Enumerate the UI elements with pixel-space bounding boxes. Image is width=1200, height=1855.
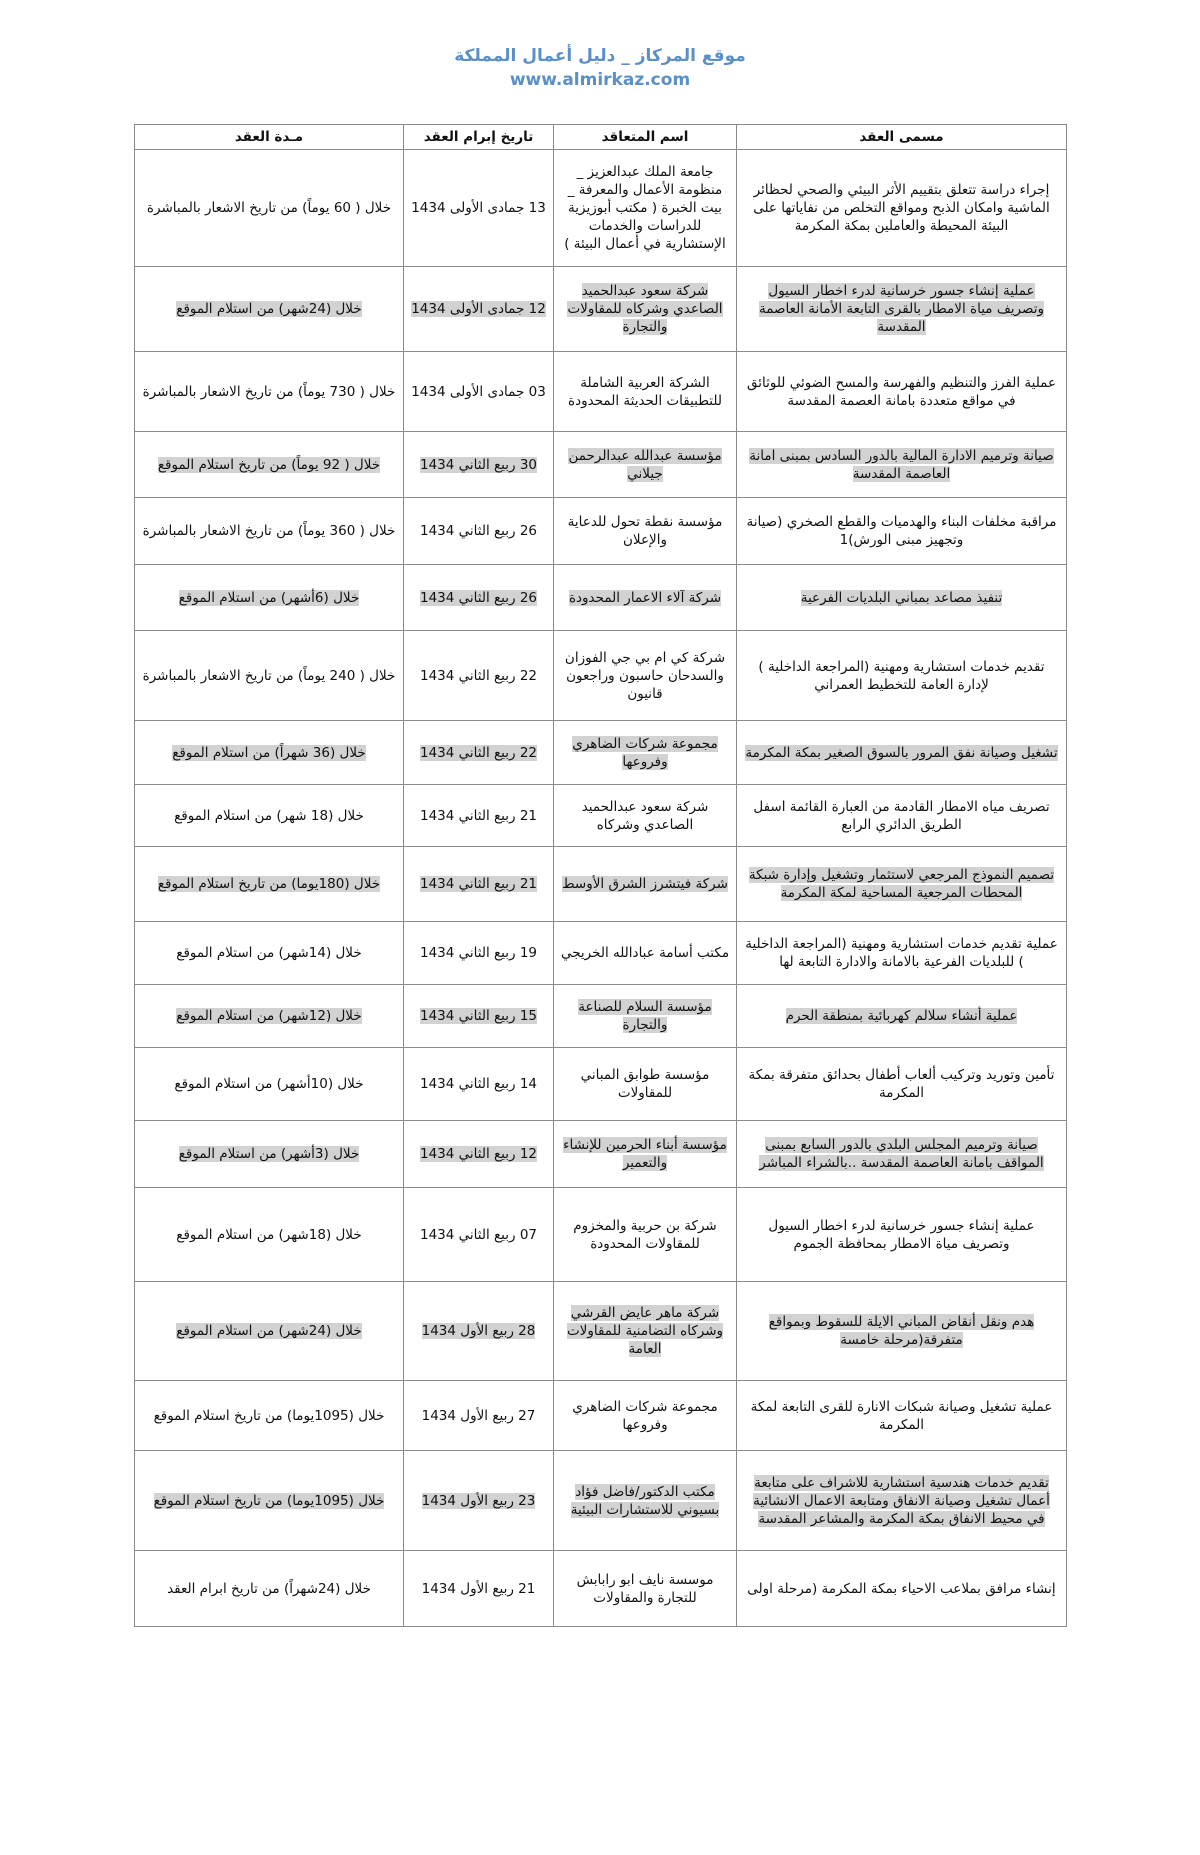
contract-cell-text: عملية الفرز والتنظيم والفهرسة والمسح الضوئي للوثائق في مواقع متعددة بامانة العصمة المقدسة — [746, 374, 1057, 409]
contractor-cell-text: شركة بن حربية والمخزوم للمقاولات المحدودة — [573, 1217, 717, 1252]
contract-cell-text: تشغيل وصيانة نفق المرور بالسوق الصغير بمكة المكرمة — [745, 744, 1058, 761]
contractor-cell — [554, 565, 737, 631]
date-cell-text: 12 جمادى الأولى 1434 — [411, 301, 546, 317]
date-cell — [404, 150, 554, 267]
duration-cell-text: خلال (180يوما) من تاريخ استلام الموقع — [157, 876, 381, 892]
contract-cell — [737, 985, 1067, 1048]
date-cell — [404, 721, 554, 785]
date-cell — [404, 785, 554, 847]
table-row — [135, 267, 1067, 352]
contracts-table — [134, 124, 1067, 1627]
contractor-cell-text: مؤسسة نقطة تحول للدعاية والإعلان — [567, 514, 723, 548]
date-cell-text: 03 جمادى الأولى 1434 — [411, 383, 546, 400]
contractor-cell-text: شركة كي ام بي جي الفوزان والسدحان حاسبون وراجعون قانيون — [564, 649, 726, 702]
contractor-cell — [554, 1282, 737, 1381]
contract-cell — [737, 1381, 1067, 1451]
date-cell-text: 15 ربيع الثاني 1434 — [419, 1008, 538, 1024]
date-cell-text: 13 جمادى الأولى 1434 — [411, 200, 546, 216]
table-row — [135, 631, 1067, 721]
date-cell — [404, 1551, 554, 1627]
site-url[interactable]: www.almirkaz.com — [509, 70, 691, 90]
contractor-cell-text: مجموعة شركات الضاهري وفروعها — [572, 735, 718, 770]
table-row — [135, 352, 1067, 432]
duration-cell-text: خلال (14شهر) من استلام الموقع — [176, 945, 362, 961]
contractor-cell — [554, 785, 737, 847]
contract-cell-text: هدم ونقل أنقاض المباني الايلة للسقوط وبمواقع متفرقة(مرحلة خامسة — [768, 1314, 1035, 1348]
date-cell — [404, 631, 554, 721]
contractor-cell-text: موسسة نايف ابو رابابش للتجارة والمقاولات — [576, 1571, 714, 1606]
date-cell-text: 22 ربيع الثاني 1434 — [419, 667, 538, 684]
contractor-cell-text: مكتب أسامة عبادالله الخريجي — [560, 945, 730, 961]
contract-cell-text: إنشاء مرافق بملاعب الاحياء بمكة المكرمة (مرحلة اولى — [747, 1580, 1056, 1597]
contractor-cell — [554, 631, 737, 721]
contract-cell-text: تنفيذ مصاعد بمباني البلديات الفرعية — [800, 589, 1003, 606]
duration-cell — [135, 1451, 404, 1551]
duration-cell-text: خلال ( 360 يوماً) من تاريخ الاشعار بالمباشرة — [142, 523, 396, 539]
duration-cell — [135, 1381, 404, 1451]
contract-cell — [737, 785, 1067, 847]
contract-cell-text: عملية إنشاء جسور خرسانية لدرء اخطار السيول وتصريف مياة الامطار بالقرى التابعة الأمانة العاصمة المقدسة — [759, 283, 1044, 335]
table-row — [135, 847, 1067, 922]
duration-cell — [135, 565, 404, 631]
date-cell — [404, 1188, 554, 1282]
table-row — [135, 721, 1067, 785]
contract-cell-text: صيانة وترميم المجلس البلدي بالدور السابع بمبنى المواقف بامانة العاصمة المقدسة ..بالشراء المباشر — [759, 1137, 1044, 1171]
duration-cell-text: خلال (24شهر) من استلام الموقع — [176, 301, 362, 317]
contract-cell — [737, 631, 1067, 721]
date-cell-text: 28 ربيع الأول 1434 — [421, 1323, 536, 1339]
contractor-cell — [554, 1188, 737, 1282]
contractor-cell-text: مجموعة شركات الضاهري وفروعها — [572, 1398, 718, 1433]
date-cell — [404, 1451, 554, 1551]
table-row — [135, 1451, 1067, 1551]
duration-cell — [135, 498, 404, 565]
contractor-cell — [554, 352, 737, 432]
contractor-cell-text: شركة سعود عبدالحميد الصاعدي وشركاه للمقاولات والتجارة — [567, 283, 723, 335]
contract-cell — [737, 847, 1067, 922]
contractor-cell-text: شركة سعود عبدالحميد الصاعدي وشركاه — [581, 798, 709, 833]
date-cell — [404, 985, 554, 1048]
contractor-cell — [554, 1381, 737, 1451]
duration-cell — [135, 1048, 404, 1121]
contractor-cell — [554, 1121, 737, 1188]
contractor-cell-text: مؤسسة طوابق المباني للمقاولات — [580, 1067, 710, 1101]
duration-cell — [135, 267, 404, 352]
duration-cell-text: خلال (1095يوما) من تاريخ استلام الموقع — [153, 1407, 385, 1424]
table-row — [135, 498, 1067, 565]
contract-cell — [737, 432, 1067, 498]
date-cell — [404, 1048, 554, 1121]
contract-cell — [737, 721, 1067, 785]
table-row — [135, 150, 1067, 267]
duration-cell — [135, 721, 404, 785]
date-cell — [404, 267, 554, 352]
date-cell-text: 07 ربيع الثاني 1434 — [419, 1226, 538, 1243]
contract-cell-text: عملية أنشاء سلالم كهربائية بمنطقة الحرم — [785, 1008, 1018, 1024]
contract-cell — [737, 1551, 1067, 1627]
date-cell-text: 19 ربيع الثاني 1434 — [419, 945, 538, 961]
duration-cell — [135, 150, 404, 267]
contract-cell-text: عملية تشغيل وصيانة شبكات الانارة للقرى التابعة لمكة المكرمة — [750, 1398, 1053, 1433]
date-cell-text: 30 ربيع الثاني 1434 — [419, 456, 538, 473]
contract-cell-text: تصريف مياه الامطار القادمة من العبارة القائمة اسفل الطريق الدائري الرابع — [753, 798, 1050, 833]
contractor-cell-text: مكتب الدكتور/فاضل فؤاد بسيوني للاستشارات البيئية — [570, 1483, 720, 1518]
column-header-contract: مسمى العقد — [737, 125, 1067, 150]
duration-cell-text: خلال ( 730 يوماً) من تاريخ الاشعار بالمباشرة — [142, 383, 396, 400]
page-header — [0, 44, 1200, 92]
contractor-cell-text: جامعة الملك عبدالعزيز _ منظومة الأعمال والمعرفة _ بيت الخبرة ( مكتب أبوزيزية للدراسات والخدمات الإستشارية في أعمال البيئة ) — [564, 164, 726, 252]
date-cell — [404, 498, 554, 565]
date-cell — [404, 432, 554, 498]
contract-cell-text: عملية تقديم خدمات استشارية ومهنية (المراجعة الداخلية ) للبلديات الفرعية بالامانة والادارة التابعة لها — [745, 936, 1058, 970]
duration-cell — [135, 432, 404, 498]
contract-cell — [737, 922, 1067, 985]
contract-cell-text: إجراء دراسة تتعلق بتقييم الأثر البيئي والصحي لحظائر الماشية وامكان الذبح ومواقع التخلص من نفاياتها على البيئة المحيطة والعاملين بمكة المكرمة — [753, 182, 1050, 234]
contract-cell — [737, 267, 1067, 352]
duration-cell — [135, 847, 404, 922]
date-cell — [404, 352, 554, 432]
duration-cell-text: خلال (18شهر) من استلام الموقع — [176, 1226, 362, 1243]
duration-cell-text: خلال (12شهر) من استلام الموقع — [176, 1008, 362, 1024]
table-row — [135, 985, 1067, 1048]
date-cell — [404, 565, 554, 631]
column-header-date: تاريخ إبرام العقد — [404, 125, 554, 150]
table-row — [135, 1381, 1067, 1451]
contract-cell — [737, 565, 1067, 631]
contractor-cell-text: شركة ماهر عايض القرشي وشركاه التضامنية للمقاولات العامة — [566, 1305, 724, 1357]
duration-cell — [135, 1188, 404, 1282]
table-row — [135, 432, 1067, 498]
contract-cell-text: تصميم النموذج المرجعي لاستثمار وتشغيل وإدارة شبكة المحطات المرجعية المساحية لمكة المكرمة — [748, 867, 1055, 901]
duration-cell — [135, 922, 404, 985]
contract-cell — [737, 1121, 1067, 1188]
date-cell-text: 21 ربيع الأول 1434 — [421, 1580, 536, 1597]
contract-cell — [737, 352, 1067, 432]
contractor-cell-text: مؤسسة عبدالله عبدالرحمن جيلاني — [568, 447, 722, 482]
duration-cell — [135, 1121, 404, 1188]
table-row — [135, 785, 1067, 847]
column-header-contractor: اسم المتعاقد — [554, 125, 737, 150]
duration-cell-text: خلال (6أشهر) من استلام الموقع — [178, 589, 360, 606]
duration-cell-text: خلال ( 240 يوماً) من تاريخ الاشعار بالمباشرة — [142, 667, 396, 684]
duration-cell-text: خلال (10أشهر) من استلام الموقع — [174, 1076, 364, 1092]
duration-cell — [135, 785, 404, 847]
contractor-cell-text: شركة آلاء الاعمار المحدودة — [568, 589, 722, 606]
date-cell — [404, 1282, 554, 1381]
contractor-cell — [554, 847, 737, 922]
duration-cell-text: خلال ( 92 يوماً) من تاريخ استلام الموقع — [157, 456, 381, 473]
table-row — [135, 1121, 1067, 1188]
contractor-cell — [554, 267, 737, 352]
contractor-cell-text: مؤسسة أبناء الحرمين للإنشاء والتعمير — [563, 1137, 727, 1171]
duration-cell-text: خلال ( 60 يوماً) من تاريخ الاشعار بالمباشرة — [146, 200, 392, 216]
table-row — [135, 1551, 1067, 1627]
date-cell-text: 27 ربيع الأول 1434 — [421, 1407, 536, 1424]
date-cell-text: 22 ربيع الثاني 1434 — [419, 744, 538, 761]
contract-cell-text: عملية إنشاء جسور خرسانية لدرء اخطار السيول وتصريف مياة الامطار بمحافظة الجموم — [768, 1217, 1035, 1252]
contractor-cell — [554, 1451, 737, 1551]
contractor-cell — [554, 432, 737, 498]
site-title: موقع المركاز _ دليل أعمال المملكة — [454, 46, 746, 66]
date-cell-text: 21 ربيع الثاني 1434 — [419, 807, 538, 824]
date-cell — [404, 847, 554, 922]
date-cell-text: 23 ربيع الأول 1434 — [421, 1492, 536, 1509]
contract-cell — [737, 1048, 1067, 1121]
contractor-cell-text: مؤسسة السلام للصناعة والتجارة — [578, 999, 712, 1033]
table-row — [135, 565, 1067, 631]
table-header-row — [135, 125, 1067, 150]
date-cell — [404, 922, 554, 985]
contractor-cell-text: شركة فيتشرز الشرق الأوسط — [562, 876, 728, 892]
duration-cell-text: خلال (18 شهر) من استلام الموقع — [174, 807, 364, 824]
contract-cell-text: مراقبة مخلفات البناء والهدميات والقطع الصخري (صيانة وتجهيز مبنى الورش)1 — [746, 514, 1057, 548]
duration-cell-text: خلال (24شهر) من استلام الموقع — [176, 1323, 362, 1339]
date-cell-text: 21 ربيع الثاني 1434 — [419, 876, 538, 892]
table-row — [135, 922, 1067, 985]
duration-cell-text: خلال (24شهراً) من تاريخ ابرام العقد — [167, 1580, 371, 1597]
duration-cell — [135, 985, 404, 1048]
date-cell-text: 14 ربيع الثاني 1434 — [419, 1076, 538, 1092]
duration-cell — [135, 631, 404, 721]
contract-cell-text: تقديم خدمات هندسية استشارية للاشراف على متابعة أعمال تشغيل وصيانة الانفاق ومتابعة الاعمال الانشائية في محيط الانفاق بمكة المكرمة والمشاعر المقدسة — [753, 1474, 1050, 1527]
contractor-cell — [554, 498, 737, 565]
duration-cell — [135, 1551, 404, 1627]
table-row — [135, 1282, 1067, 1381]
contractor-cell — [554, 985, 737, 1048]
contractor-cell — [554, 1551, 737, 1627]
duration-cell-text: خلال (1095يوما) من تاريخ استلام الموقع — [153, 1492, 385, 1509]
contract-cell — [737, 1188, 1067, 1282]
duration-cell — [135, 1282, 404, 1381]
contract-cell — [737, 498, 1067, 565]
table-row — [135, 1048, 1067, 1121]
date-cell-text: 26 ربيع الثاني 1434 — [419, 589, 538, 606]
contractor-cell-text: الشركة العربية الشاملة للتطبيقات الحديثة المحدودة — [568, 374, 722, 409]
date-cell — [404, 1121, 554, 1188]
contract-cell — [737, 150, 1067, 267]
contractor-cell — [554, 1048, 737, 1121]
date-cell-text: 26 ربيع الثاني 1434 — [419, 523, 538, 539]
column-header-duration: مـدة العقد — [135, 125, 404, 150]
contract-cell-text: تأمين وتوريد وتركيب ألعاب أطفال بحدائق متفرقة بمكة المكرمة — [748, 1067, 1055, 1101]
date-cell — [404, 1381, 554, 1451]
contract-cell-text: تقديم خدمات استشارية ومهنية (المراجعة الداخلية ) لإدارة العامة للتخطيط العمراني — [758, 658, 1045, 693]
contract-cell — [737, 1282, 1067, 1381]
contractor-cell — [554, 150, 737, 267]
contract-cell — [737, 1451, 1067, 1551]
contract-cell-text: صيانة وترميم الادارة المالية بالدور السادس بمبنى امانة العاصمة المقدسة — [749, 447, 1054, 482]
duration-cell-text: خلال (3أشهر) من استلام الموقع — [178, 1146, 360, 1162]
duration-cell-text: خلال (36 شهراً) من استلام الموقع — [172, 744, 366, 761]
contractor-cell — [554, 721, 737, 785]
duration-cell — [135, 352, 404, 432]
table-row — [135, 1188, 1067, 1282]
contractor-cell — [554, 922, 737, 985]
date-cell-text: 12 ربيع الثاني 1434 — [419, 1146, 538, 1162]
table-body — [135, 150, 1067, 1627]
